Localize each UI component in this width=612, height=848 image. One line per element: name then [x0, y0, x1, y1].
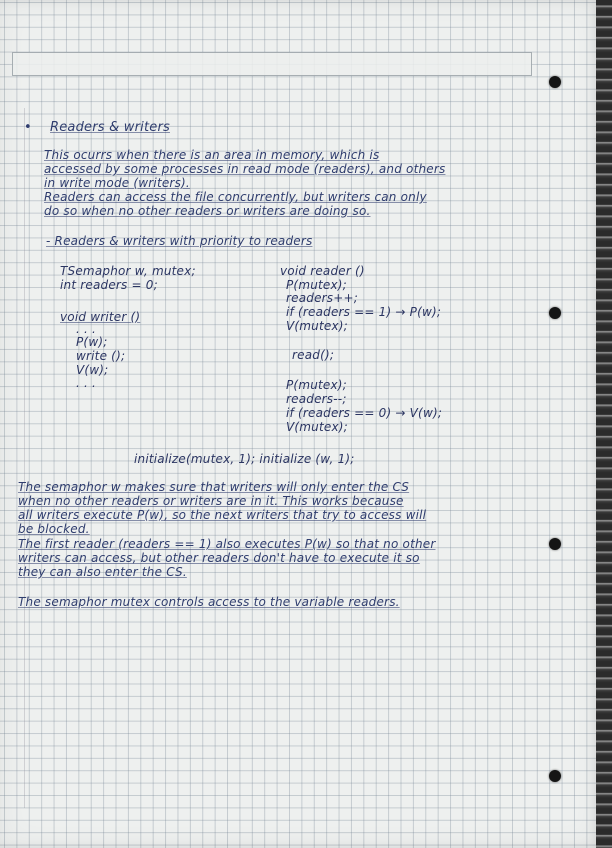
code-line-left: write ();	[76, 349, 126, 363]
code-line-right: P(mutex);	[286, 278, 347, 292]
initialize-line: initialize(mutex, 1); initialize (w, 1);	[134, 452, 355, 466]
explanation-line: all writers execute P(w), so the next writers that try to access will	[18, 508, 427, 522]
punch-hole	[549, 307, 561, 319]
code-line-left: void writer ()	[60, 310, 141, 324]
punch-hole	[549, 770, 561, 782]
code-line-right: readers++;	[286, 291, 359, 305]
section-title: Readers & writers	[50, 120, 170, 135]
intro-line: accessed by some processes in read mode (readers), and others	[44, 162, 446, 176]
intro-line: Readers can access the file concurrently, but writers can only	[44, 190, 427, 204]
code-line-left: P(w);	[76, 335, 108, 349]
intro-line: This ocurrs when there is an area in memory, which is	[44, 148, 380, 162]
code-line-right: read();	[292, 348, 335, 362]
code-line-right: if (readers == 1) → P(w);	[286, 305, 442, 319]
code-line-left: int readers = 0;	[60, 278, 158, 292]
code-line-right: V(mutex);	[286, 319, 348, 333]
code-line-right: void reader ()	[280, 264, 365, 278]
intro-line: do so when no other readers or writers are doing so.	[44, 204, 371, 218]
explanation-line: The semaphor w makes sure that writers will only enter the CS	[18, 480, 410, 494]
code-line-left: TSemaphor w, mutex;	[60, 264, 196, 278]
code-line-right: readers--;	[286, 392, 347, 406]
code-line-left: . . .	[76, 322, 97, 336]
margin-line	[24, 108, 25, 808]
explanation-line: they can also enter the CS.	[18, 565, 187, 579]
section-bullet: •	[24, 120, 32, 135]
header-box	[12, 52, 532, 76]
subheading: - Readers & writers with priority to readers	[46, 234, 313, 248]
explanation-line: writers can access, but other readers don't have to execute it so	[18, 551, 420, 565]
code-line-left: . . .	[76, 376, 97, 390]
code-line-right: P(mutex);	[286, 378, 347, 392]
code-line-left: V(w);	[76, 363, 109, 377]
code-line-right: if (readers == 0) → V(w);	[286, 406, 443, 420]
code-line-right: V(mutex);	[286, 420, 348, 434]
final-note: The semaphor mutex controls access to the variable readers.	[18, 595, 400, 609]
intro-line: in write mode (writers).	[44, 176, 190, 190]
explanation-line: be blocked.	[18, 522, 90, 536]
punch-hole	[549, 76, 561, 88]
explanation-line: when no other readers or writers are in it. This works because	[18, 494, 404, 508]
explanation-line: The first reader (readers == 1) also executes P(w) so that no other	[18, 537, 436, 551]
punch-hole	[549, 538, 561, 550]
